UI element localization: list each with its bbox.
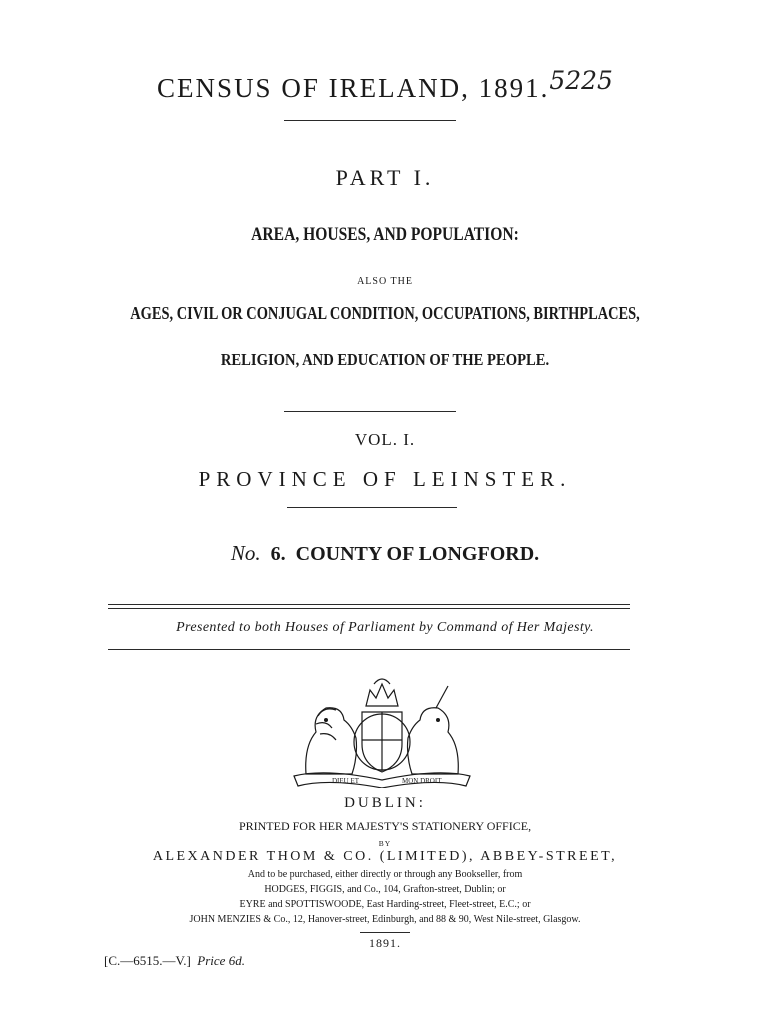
subject-heading: AREA, HOUSES, AND POPULATION:: [251, 224, 519, 245]
lion-mane: [316, 709, 336, 740]
presented-rule-top: [108, 604, 630, 605]
imprint-sellers-line4: JOHN MENZIES & Co., 12, Hanover-street, Edinburgh, and 88 & 90, West Nile-street, Glasgow.: [189, 914, 581, 925]
imprint-city: DUBLIN:: [344, 795, 426, 811]
presented-rule-bottom: [108, 649, 630, 650]
unicorn-horn: [436, 686, 448, 708]
also-the-text: ALSO THE: [357, 276, 413, 287]
county-no-label: No.: [230, 541, 261, 565]
motto-left: DIEU ET: [332, 777, 360, 785]
title-rule: [284, 120, 456, 121]
imprint-by: BY: [378, 839, 392, 848]
subject-detail-line2: RELIGION, AND EDUCATION OF THE PEOPLE.: [220, 350, 550, 369]
volume-rule-bottom: [287, 507, 457, 508]
motto-right: MON DROIT: [402, 777, 442, 785]
imprint-year: 1891.: [369, 936, 401, 950]
command-paper-line: [104, 953, 245, 969]
county-number: 6.: [270, 543, 286, 565]
unicorn-supporter: [408, 708, 459, 774]
province-heading: PROVINCE OF LEINSTER.: [198, 467, 572, 491]
imprint-sellers-line2: HODGES, FIGGIS, and Co., 104, Grafton-street, Dublin; or: [264, 884, 506, 895]
crown: [366, 684, 398, 706]
part-heading: PART I.: [335, 165, 435, 190]
volume-heading: VOL. I.: [354, 430, 416, 449]
year-rule: [360, 932, 410, 933]
command-paper-number: [C.—6515.—V.]: [104, 953, 191, 968]
handwritten-annotation: 5225: [549, 66, 613, 95]
presented-rule-top-2: [108, 608, 630, 609]
presented-statement: Presented to both Houses of Parliament by Command of Her Majesty.: [176, 620, 594, 635]
price: Price 6d.: [197, 953, 245, 968]
document-title: [0, 66, 770, 104]
royal-coat-of-arms-emblem: [286, 676, 478, 788]
imprint-printed-for: PRINTED FOR HER MAJESTY'S STATIONERY OFFICE,: [238, 819, 532, 833]
imprint-sellers-line1: And to be purchased, either directly or through any Bookseller, from: [247, 869, 523, 880]
county-name: COUNTY OF LONGFORD.: [295, 543, 540, 565]
motto-scroll: [294, 773, 470, 788]
county-heading: [0, 541, 770, 566]
lion-supporter: [306, 708, 357, 774]
title-text: CENSUS OF IRELAND, 1891.: [157, 73, 550, 103]
volume-rule-top: [284, 411, 456, 412]
imprint-sellers-line3: EYRE and SPOTTISWOODE, East Harding-street, Fleet-street, E.C.; or: [239, 899, 531, 910]
subject-detail-line1: AGES, CIVIL OR CONJUGAL CONDITION, OCCUPATIONS, BIRTHPLACES,: [130, 303, 640, 323]
imprint-publisher: ALEXANDER THOM & CO. (LIMITED), ABBEY-STREET,: [152, 849, 618, 864]
